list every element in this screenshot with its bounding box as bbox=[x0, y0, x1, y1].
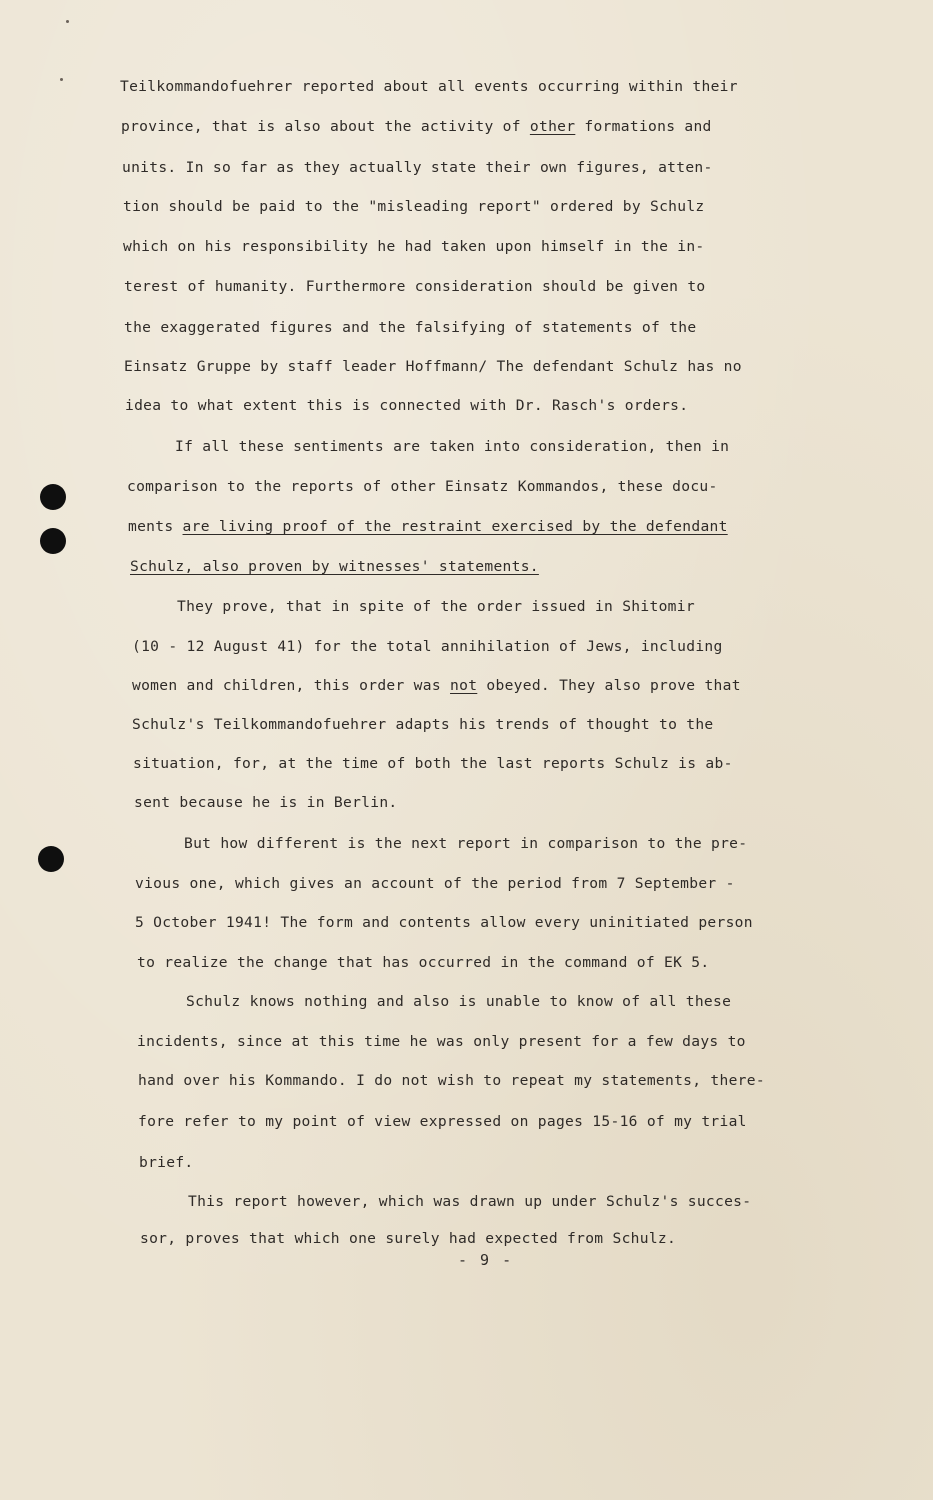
text-line: to realize the change that has occurred in the command of EK 5. bbox=[137, 954, 710, 971]
text-line bbox=[130, 557, 539, 577]
text-segment: province, that is also about the activity of bbox=[121, 118, 521, 135]
text-line bbox=[128, 517, 728, 537]
text-line: vious one, which gives an account of the period from 7 September - bbox=[135, 875, 735, 892]
text-line: the exaggerated figures and the falsifying of statements of the bbox=[124, 319, 697, 336]
text-line: fore refer to my point of view expressed on pages 15-16 of my trial bbox=[138, 1113, 747, 1130]
text-line: This report however, which was drawn up under Schulz's succes- bbox=[188, 1193, 752, 1210]
text-line: sent because he is in Berlin. bbox=[134, 794, 398, 811]
text-line: If all these sentiments are taken into consideration, then in bbox=[175, 438, 730, 455]
underlined-word: other bbox=[529, 118, 576, 135]
underlined-passage: are living proof of the restraint exercised by the defendant bbox=[182, 518, 728, 535]
text-line: (10 - 12 August 41) for the total annihilation of Jews, including bbox=[132, 638, 723, 655]
text-line: idea to what extent this is connected with Dr. Rasch's orders. bbox=[125, 397, 689, 414]
text-line: which on his responsibility he had taken upon himself in the in- bbox=[123, 238, 705, 255]
text-line: sor, proves that which one surely had expected from Schulz. bbox=[140, 1230, 677, 1247]
punch-hole-top bbox=[40, 484, 66, 510]
paper-speck bbox=[60, 78, 63, 81]
text-segment: formations and bbox=[584, 118, 712, 135]
text-line: They prove, that in spite of the order issued in Shitomir bbox=[177, 598, 695, 615]
text-line: comparison to the reports of other Einsatz Kommandos, these docu- bbox=[127, 478, 718, 495]
text-line: But how different is the next report in comparison to the pre- bbox=[184, 835, 748, 852]
text-line: 5 October 1941! The form and contents allow every uninitiated person bbox=[135, 914, 753, 931]
text-line: hand over his Kommando. I do not wish to repeat my statements, there- bbox=[138, 1072, 765, 1089]
text-segment: obeyed. They also prove that bbox=[486, 677, 741, 694]
text-segment: ments bbox=[128, 518, 174, 535]
underlined-passage: Schulz, also proven by witnesses' statements. bbox=[130, 558, 539, 575]
page-number: - 9 - bbox=[458, 1251, 514, 1269]
text-line: brief. bbox=[139, 1154, 194, 1171]
text-line: tion should be paid to the "misleading report" ordered by Schulz bbox=[123, 198, 705, 215]
text-line: incidents, since at this time he was only present for a few days to bbox=[137, 1033, 746, 1050]
text-line: Schulz knows nothing and also is unable to know of all these bbox=[186, 993, 732, 1010]
text-line: terest of humanity. Furthermore consideration should be given to bbox=[124, 278, 706, 295]
underlined-word: not bbox=[450, 677, 478, 694]
text-line: Einsatz Gruppe by staff leader Hoffmann/ The defendant Schulz has no bbox=[124, 358, 742, 375]
punch-hole-middle bbox=[40, 528, 66, 554]
text-line: Teilkommandofuehrer reported about all events occurring within their bbox=[120, 78, 738, 95]
text-line bbox=[132, 676, 741, 696]
text-segment: women and children, this order was bbox=[132, 677, 441, 694]
text-line: Schulz's Teilkommandofuehrer adapts his trends of thought to the bbox=[132, 716, 714, 733]
punch-hole-bottom bbox=[38, 846, 64, 872]
text-line: situation, for, at the time of both the last reports Schulz is ab- bbox=[133, 755, 733, 772]
paper-speck bbox=[66, 20, 69, 23]
text-line: units. In so far as they actually state their own figures, atten- bbox=[122, 159, 713, 176]
text-line bbox=[121, 117, 712, 137]
